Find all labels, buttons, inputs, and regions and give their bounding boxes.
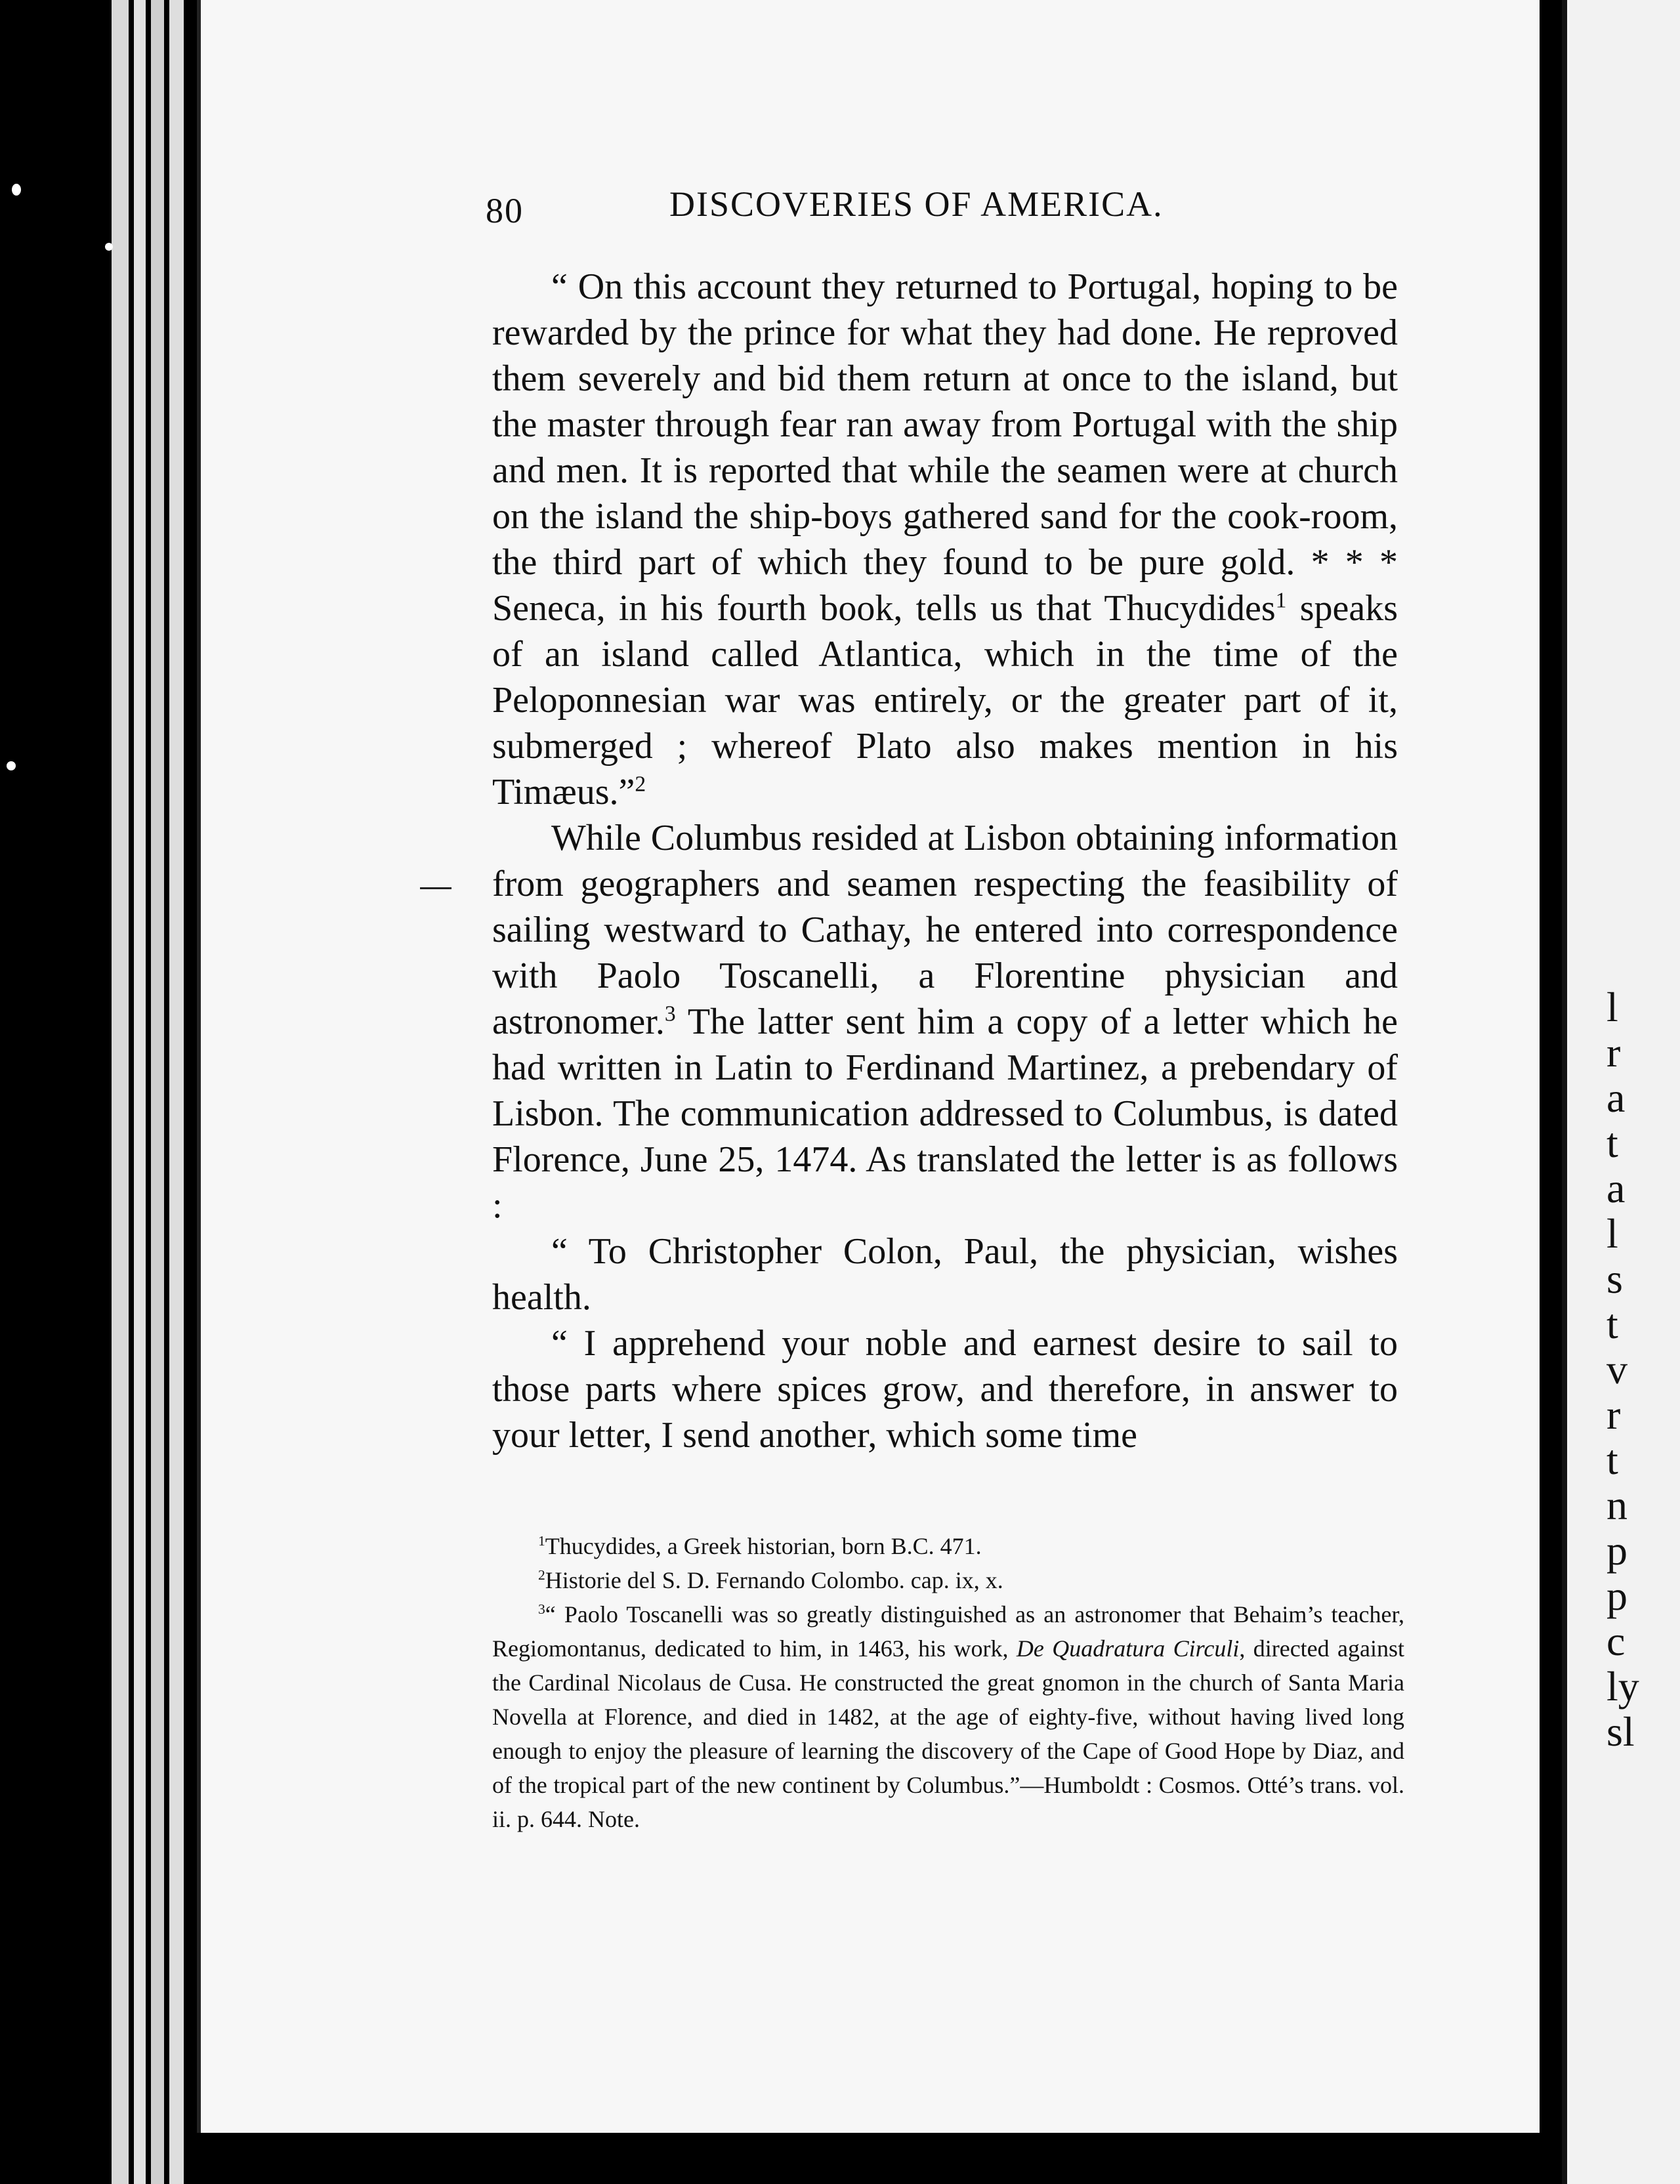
speck [7,761,16,770]
footnote-text: , directed against the Cardinal Nicolaus de Cusa. He constructed the great gnomon in the church of Santa Maria Novella at Florence, and died in 1482, at the age of eighty-five, without having lived long enough to enjoy the pleasure of learning the discovery of the Cape of Good Hope by Diaz, and of the tropical part of the new continent by Columbus.”—Humboldt : Cosmos. Otté’s trans. vol. ii. p. 644. Note. [492,1635,1404,1832]
paragraph: “ To Christopher Colon, Paul, the physician, wishes health. [492,1231,1398,1318]
paragraph-text: speaks of an island called Atlantica, which in the time of the Peloponnesian war was entirely, or the greater part of it, submerged ; whereof Plato also makes mention in his Timæus.” [492,588,1398,812]
facing-letter: t [1606,1120,1618,1166]
footnote-ref: 2 [635,772,646,797]
facing-page [1562,0,1680,2184]
page-number: 80 [486,191,524,230]
facing-letter: l [1606,1210,1618,1257]
facing-letter: r [1606,1029,1621,1076]
footnote [492,1529,1404,1563]
facing-letter: sl [1606,1708,1635,1755]
speck [12,184,21,196]
facing-letter: t [1606,1437,1618,1483]
footnote-mark: 1 [538,1533,545,1549]
facing-letter: ly [1606,1663,1639,1710]
facing-letter: l [1606,984,1618,1030]
paragraph [492,815,1398,1228]
margin-mark [420,887,452,889]
facing-letter: p [1606,1572,1628,1619]
paragraph-text: “ On this account they returned to Portugal, hoping to be rewarded by the prince for what they had done. He reproved them severely and bid them return at once to the island, but the master through fear ran away from Portugal with the ship and men. It is reported that while the seamen were at church on the island the ship-boys gathered sand for the cook-room, the third part of which they found to be pure gold. * * * Seneca, in his fourth book, tells us that Thucydides [492,266,1398,629]
page-edge [151,0,164,2184]
footnote [492,1563,1404,1597]
facing-letter: t [1606,1301,1618,1347]
facing-letter: v [1606,1346,1628,1393]
body-text [492,264,1398,1458]
page-edge [134,0,146,2184]
facing-letter: c [1606,1618,1626,1664]
footnotes [492,1529,1404,1836]
facing-letter: p [1606,1527,1628,1574]
page-edge [112,0,129,2184]
footnote-ref: 3 [664,1001,676,1026]
footnote [492,1597,1404,1836]
paragraph-text: The latter sent him a copy of a letter which he had written in Latin to Ferdinand Martinez, a prebendary of Lisbon. The communication addressed to Columbus, is dated Florence, June 25, 1474. As translated the letter is as follows : [492,1001,1398,1226]
page-edge [169,0,184,2184]
footnote-text: “ Paolo Toscanelli was so greatly distinguished as an astronomer that Behaim’s teacher, Regiomontanus, dedicated to him, in 1463, his work, [492,1601,1404,1662]
running-header [486,184,1404,236]
facing-letter: a [1606,1165,1626,1211]
running-title: DISCOVERIES OF AMERICA. [669,184,1164,224]
footnote-mark: 3 [538,1601,545,1617]
paragraph: “ I apprehend your noble and earnest desire to sail to those parts where spices grow, and therefore, in answer to your letter, I send another, which some time [492,1323,1398,1456]
facing-letter: s [1606,1255,1623,1302]
paragraph [492,264,1398,815]
speck [105,243,113,251]
facing-letter: a [1606,1074,1626,1121]
facing-letter: n [1606,1482,1628,1528]
footnote-italic-title: De Quadratura Circuli [1016,1635,1240,1662]
facing-letter: r [1606,1391,1621,1438]
facing-page-letters [1606,984,1639,1754]
footnote-text: Historie del S. D. Fernando Colombo. cap. ix, x. [545,1567,1003,1593]
footnote-text: Thucydides, a Greek historian, born B.C. 471. [545,1533,982,1559]
paragraph-text: While Columbus resided at Lisbon obtaining information from geographers and seamen respecting the feasibility of sailing westward to Cathay, he entered into correspondence with Paolo Toscanelli, a Florentine physician and astronomer. [492,818,1398,1042]
footnote-mark: 2 [538,1567,545,1583]
footnote-ref: 1 [1275,588,1287,613]
